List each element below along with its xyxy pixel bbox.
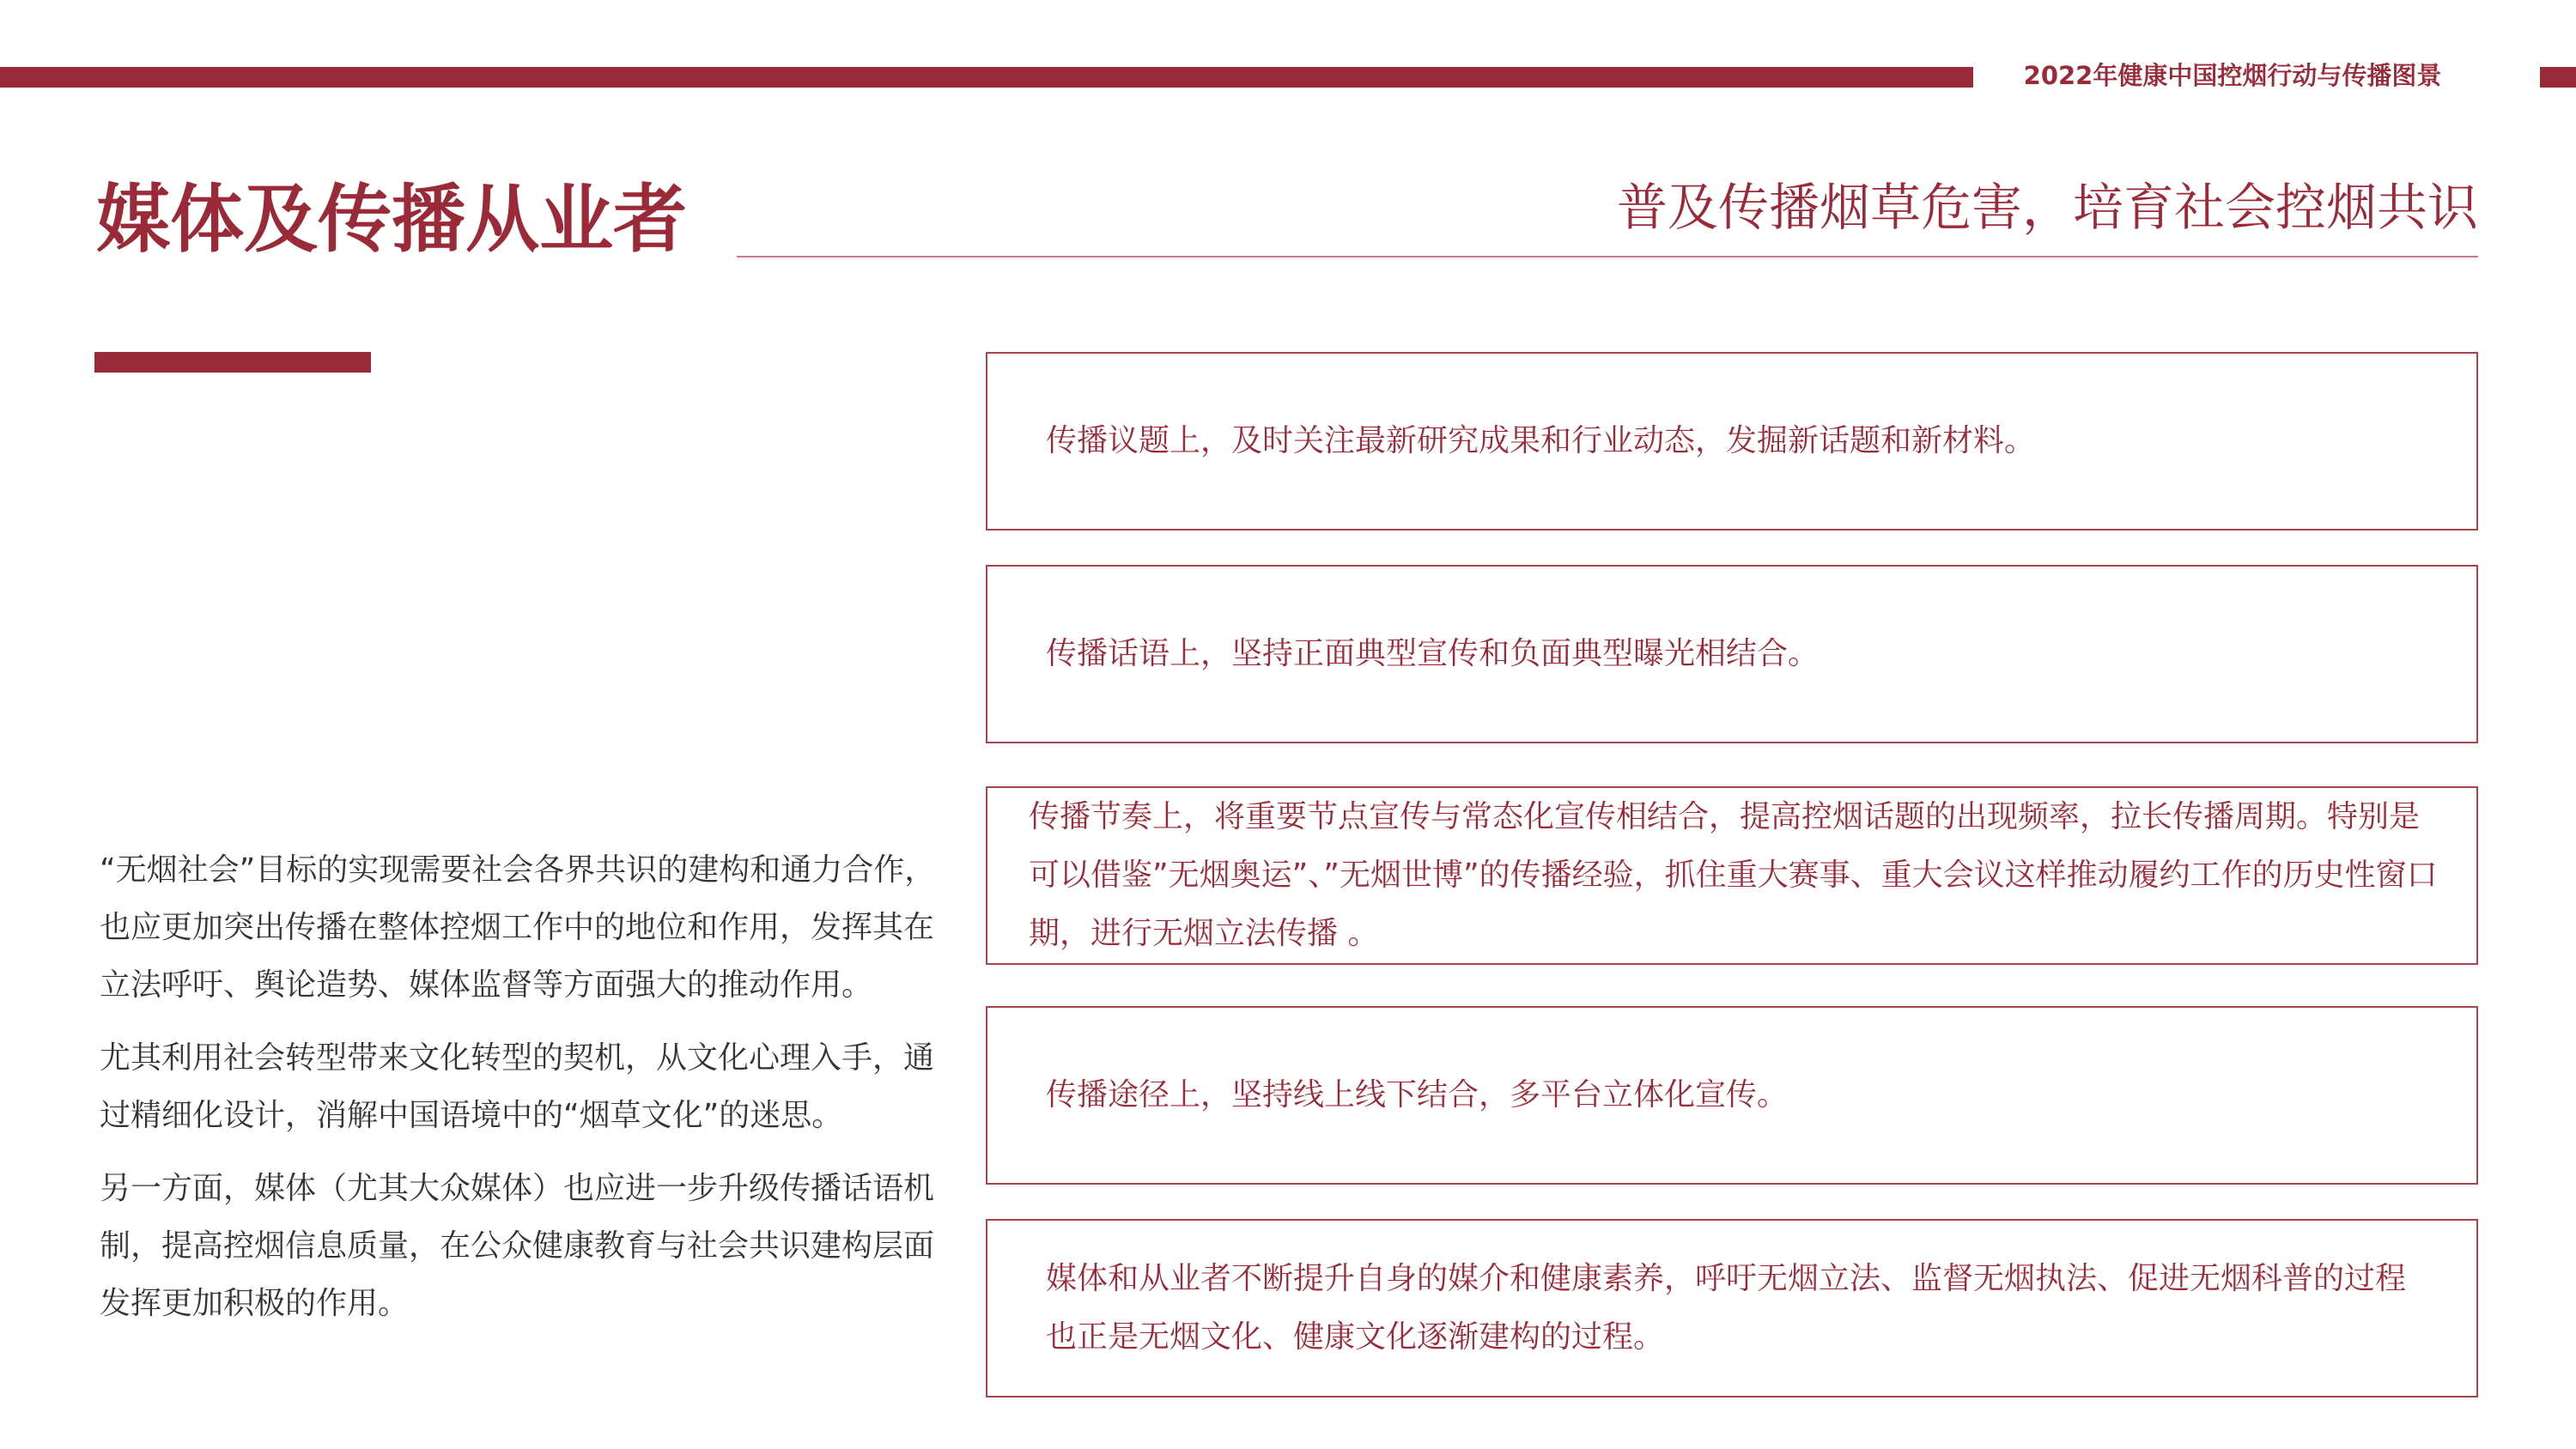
report-title: 2022年健康中国控烟行动与传播图景 (2023, 61, 2442, 90)
card-text: 媒体和从业者不断提升自身的媒介和健康素养，呼吁无烟立法、监督无烟执法、促进无烟科普的过程也正是无烟文化、健康文化逐渐建构的过程。 (1046, 1261, 2407, 1355)
subtitle-divider (737, 256, 2478, 258)
card-text: 传播途径上，坚持线上线下结合，多平台立体化宣传。 (1046, 1077, 1789, 1113)
point-card-discourse (986, 565, 2478, 743)
intro-paragraph: 另一方面，媒体（尤其大众媒体）也应进一步升级传播话语机制，提高控烟信息质量，在公众健康教育与社会共识建构层面发挥更加积极的作用。 (100, 1171, 935, 1321)
card-text: 传播话语上，坚持正面典型宣传和负面典型曝光相结合。 (1046, 636, 1820, 671)
point-card-literacy (986, 1219, 2478, 1397)
point-card-channels (986, 1006, 2478, 1185)
page-subtitle: 普及传播烟草危害，培育社会控烟共识 (1616, 178, 2478, 237)
card-text: 传播节奏上，将重要节点宣传与常态化宣传相结合，提高控烟话题的出现频率，拉长传播周期。特别是可以借鉴”无烟奥运”、”无烟世博”的传播经验，抓住重大赛事、重大会议这样推动履约工作的历史性窗口期，进行无烟立法传播 。 (1029, 799, 2438, 951)
accent-bar (94, 352, 371, 373)
point-card-rhythm (986, 786, 2478, 965)
intro-paragraph: 尤其利用社会转型带来文化转型的契机，从文化心理入手，通过精细化设计，消解中国语境中的“烟草文化”的迷思。 (100, 1040, 935, 1133)
intro-text (100, 841, 958, 1348)
card-text: 传播议题上，及时关注最新研究成果和行业动态，发掘新话题和新材料。 (1046, 423, 2036, 458)
intro-paragraph: “无烟社会”目标的实现需要社会各界共识的建构和通力合作，也应更加突出传播在整体控烟工作中的地位和作用，发挥其在立法呼吁、舆论造势、媒体监督等方面强大的推动作用。 (100, 852, 936, 1003)
header-rule-left (0, 67, 1973, 88)
header-rule-right (2540, 67, 2576, 88)
page-title: 媒体及传播从业者 (96, 177, 687, 263)
point-card-topics (986, 352, 2478, 530)
